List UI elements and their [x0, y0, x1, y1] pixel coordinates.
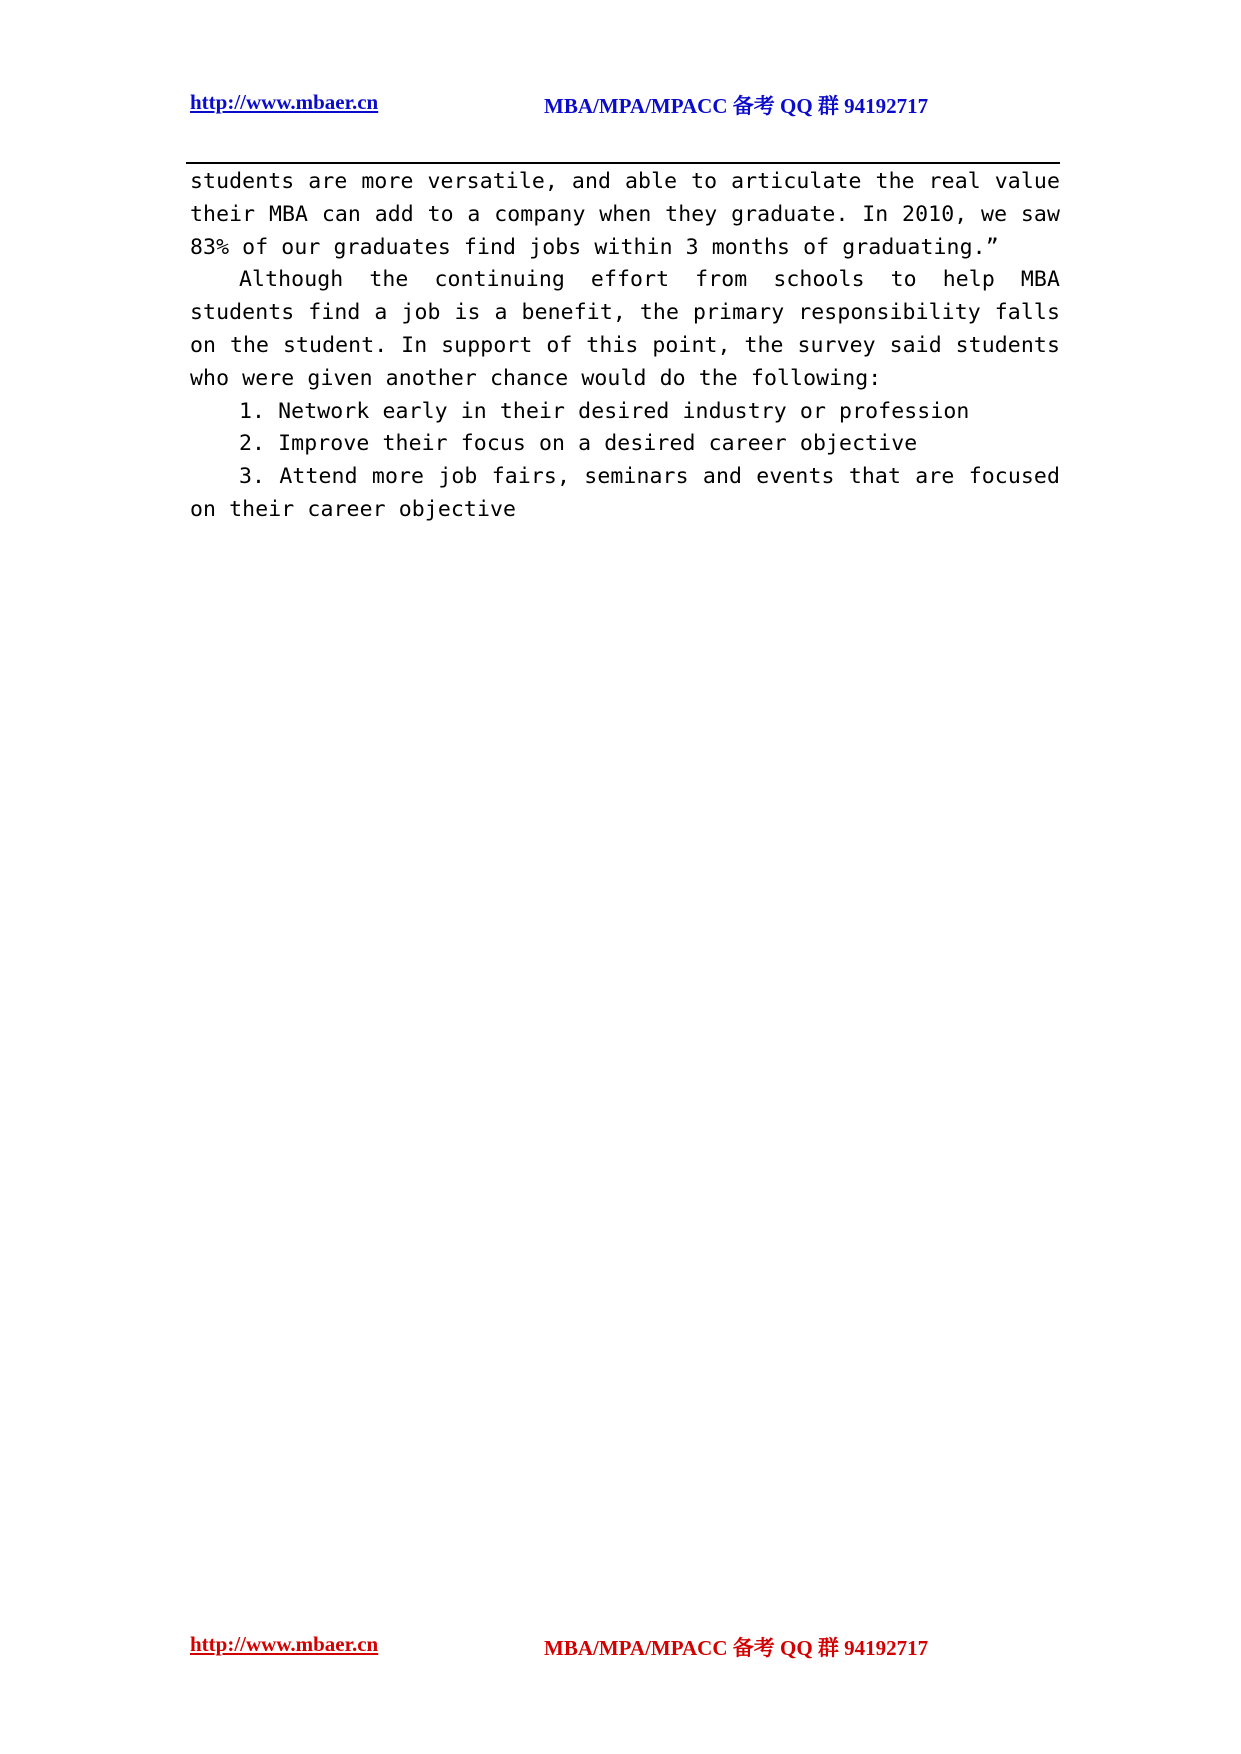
paragraph-responsibility: Although the continuing effort from schools to help MBA students find a job is a benefit, the primary responsibility falls on the student. In support of this point, the survey said students who were given another chance would do the following: — [190, 267, 1060, 391]
list-item-job-fairs: 3. Attend more job fairs, seminars and events that are focused on their career objective — [190, 464, 1060, 522]
header-site-link[interactable]: http://www.mbaer.cn — [190, 90, 379, 114]
document-body — [190, 166, 1060, 527]
footer-site-link[interactable]: http://www.mbaer.cn — [190, 1632, 379, 1656]
header-qq-group-text: MBA/MPA/MPACC 备考 QQ 群 94192717 — [544, 94, 929, 118]
list-item-network: 1. Network early in their desired industry or profession — [239, 398, 970, 424]
page-header — [190, 90, 1060, 120]
list-item-focus: 2. Improve their focus on a desired career objective — [239, 431, 918, 457]
paragraph-continuation: students are more versatile, and able to articulate the real value their MBA can add to a company when they graduate. In 2010, we saw 83% of our graduates find jobs within 3 months of graduating.” — [190, 169, 1060, 260]
page-footer — [190, 1632, 1060, 1662]
footer-qq-group-text: MBA/MPA/MPACC 备考 QQ 群 94192717 — [544, 1636, 929, 1660]
header-divider — [186, 162, 1060, 164]
